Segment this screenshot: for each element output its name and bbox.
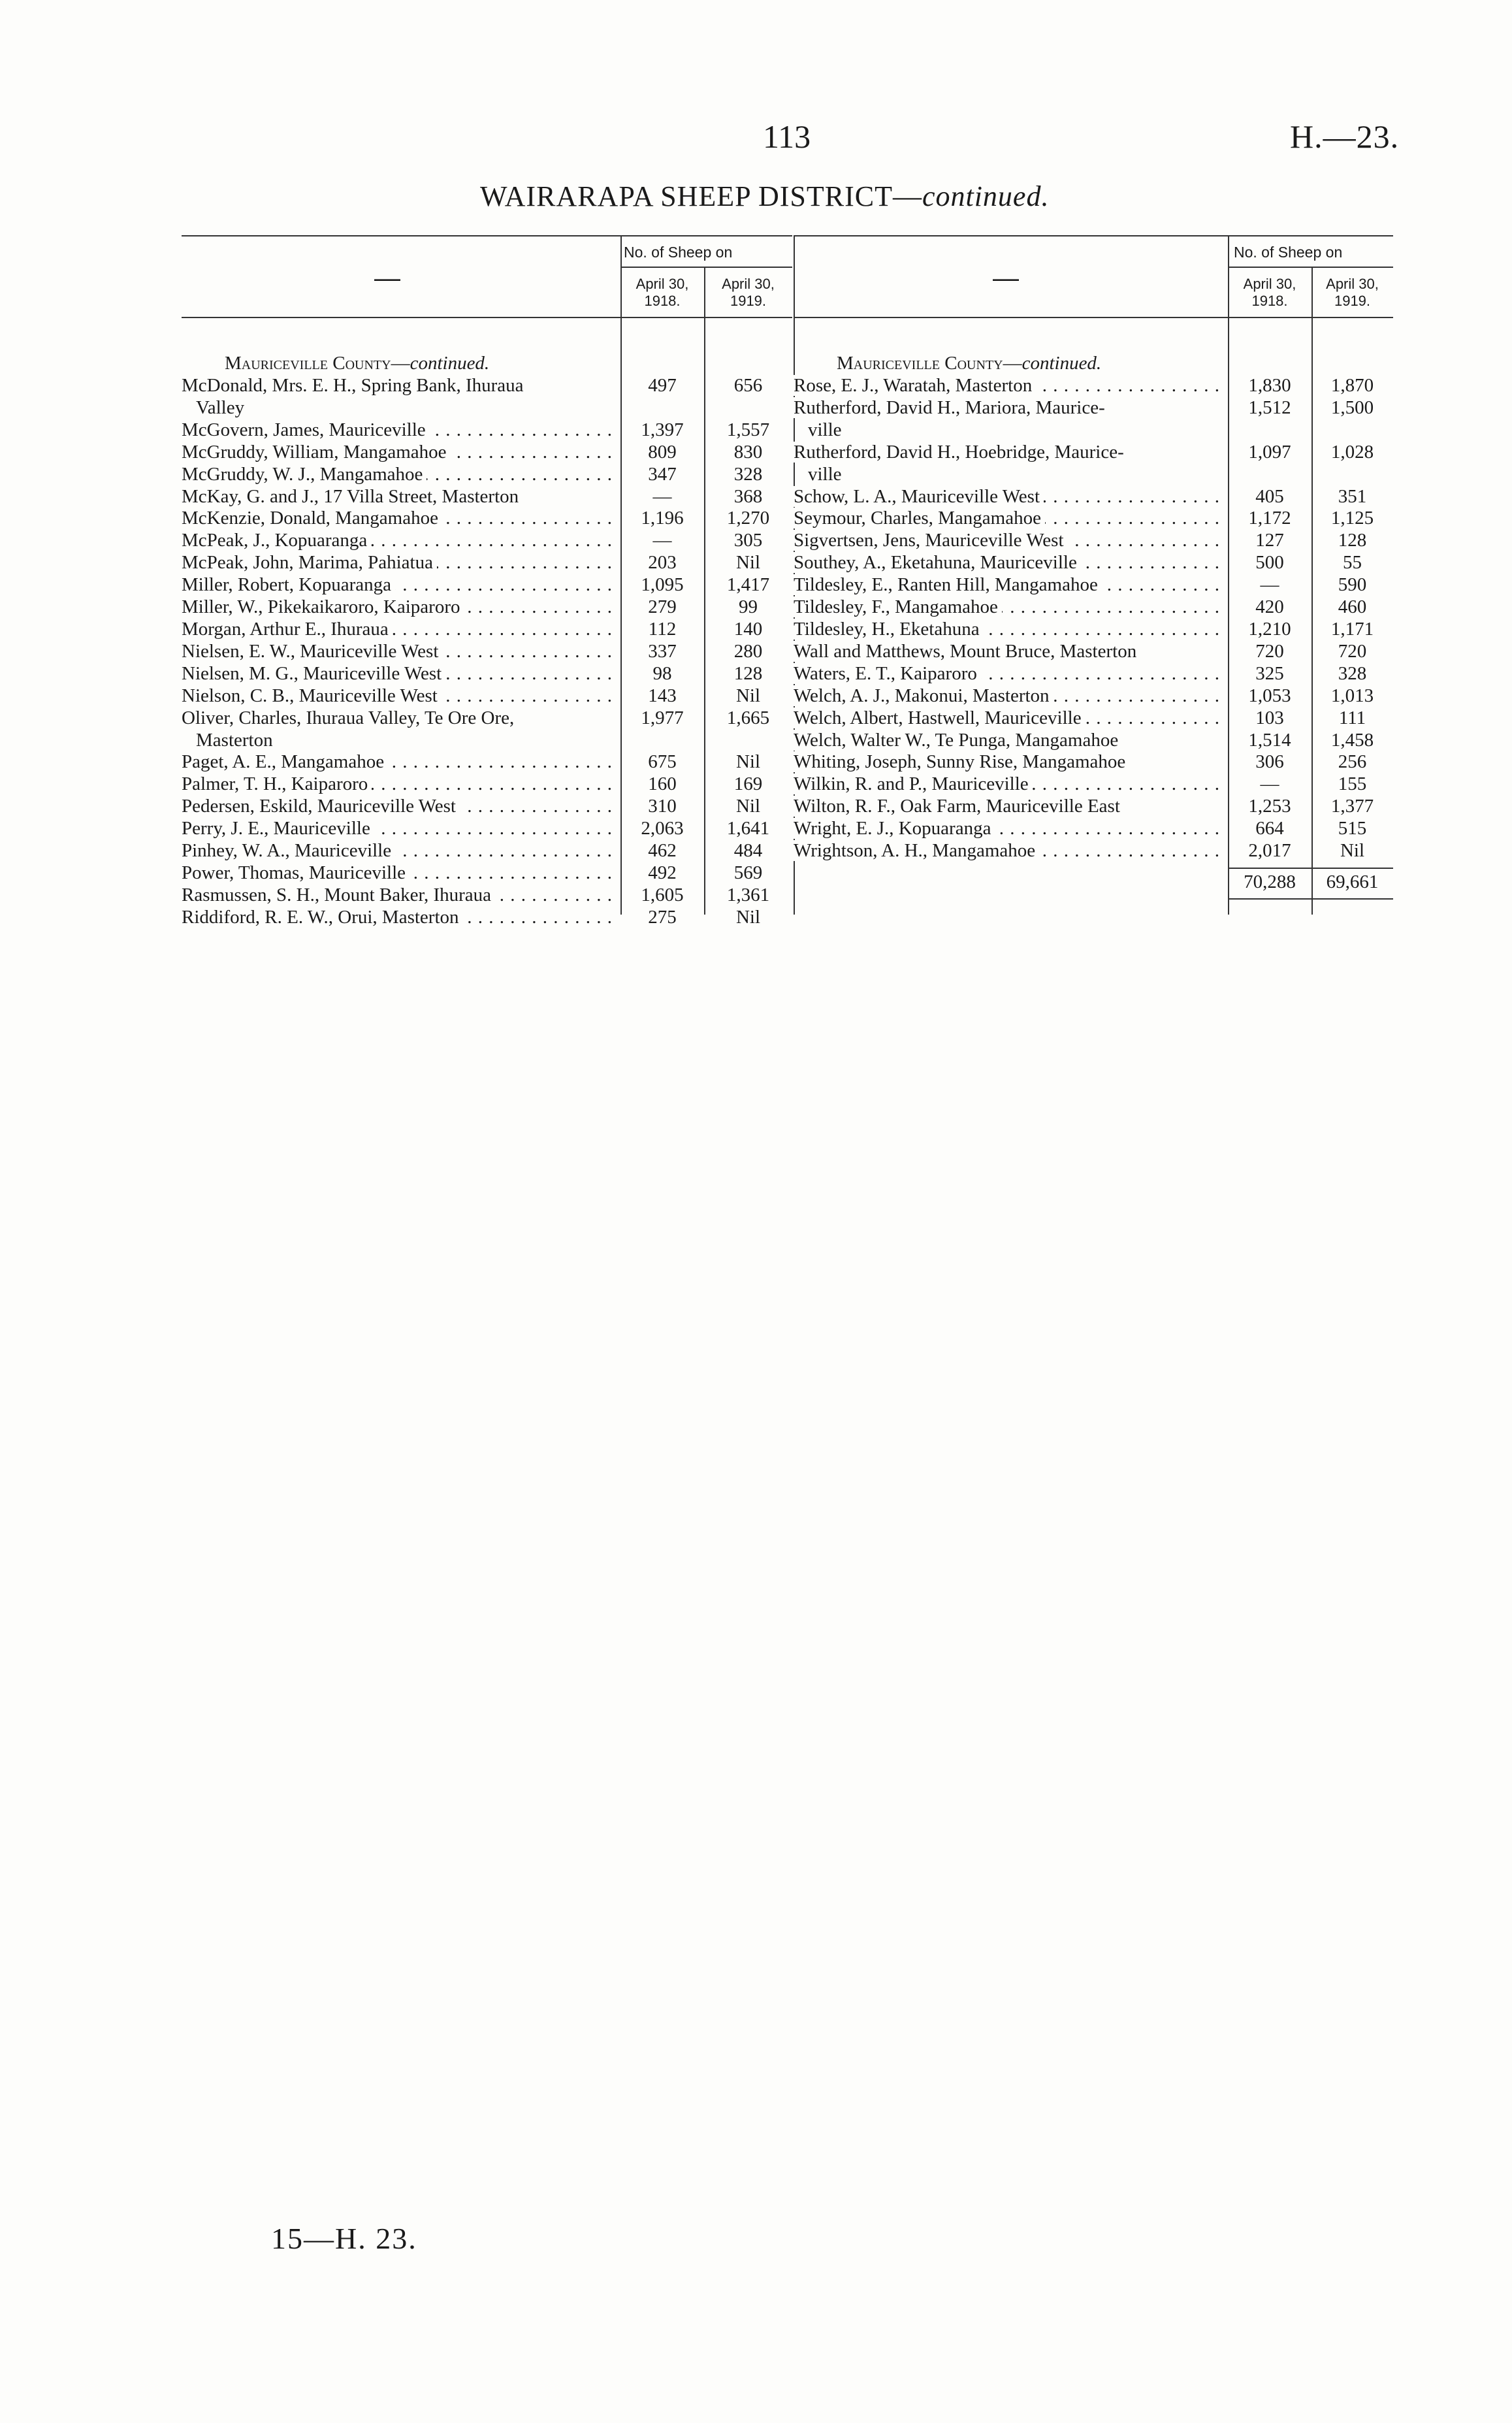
owner-name: McKay, G. and J., 17 Villa Street, Masterton	[182, 486, 620, 508]
sheep-1919: 1,013	[1330, 685, 1374, 706]
header-col-1918: April 30, 1918.	[635, 276, 689, 309]
sheep-1919: 1,417	[726, 574, 770, 596]
sheep-1918: 347	[648, 463, 677, 485]
sheep-1919: Nil	[735, 906, 761, 928]
sheep-1918: 2,017	[1248, 840, 1291, 862]
owner-name: Wrightson, A. H., Mangamahoe . .	[794, 840, 1228, 862]
table-row	[794, 530, 1393, 552]
sheep-1919: 460	[1338, 596, 1367, 618]
sheep-1919: 1,665	[726, 707, 770, 728]
sheep-1919: 1,361	[726, 884, 770, 905]
sheep-1919: 256	[1338, 751, 1367, 773]
table-row	[182, 419, 792, 442]
sheep-1918: —	[652, 530, 672, 551]
sheep-1919: 155	[1338, 773, 1367, 795]
table-row	[182, 663, 792, 685]
table-row	[794, 773, 1393, 796]
sheep-1919: Nil	[1340, 840, 1365, 862]
table-row	[794, 751, 1393, 773]
table-row	[182, 596, 792, 619]
sheep-1919: 328	[733, 463, 763, 485]
sheep-1918: 664	[1255, 818, 1284, 839]
sheep-1919: 1,500	[1330, 397, 1374, 418]
footer-code: 15—H. 23.	[271, 2222, 417, 2255]
table-row	[794, 730, 1393, 752]
owner-name: Waters, E. T., Kaiparoro . .	[794, 663, 1228, 685]
table-body-left	[182, 353, 792, 929]
owner-name: Pinhey, W. A., Mauriceville . .	[182, 840, 620, 862]
total-1918: 70,288	[1244, 871, 1296, 892]
owner-name: Rutherford, David H., Mariora, Maurice- ville	[794, 397, 1228, 442]
table-row	[182, 442, 792, 464]
header-col-1919: April 30, 1919.	[722, 276, 775, 309]
sheep-1919: 305	[733, 530, 763, 551]
owner-name: Welch, Albert, Hastwell, Mauriceville . .	[794, 707, 1228, 730]
sheep-1918: 809	[648, 441, 677, 463]
sheep-1918: 675	[648, 751, 677, 773]
table-row	[794, 641, 1393, 663]
owner-name: Wall and Matthews, Mount Bruce, Masterton	[794, 641, 1228, 663]
owner-name: Southey, A., Eketahuna, Mauriceville . .	[794, 552, 1228, 574]
sheep-1918: —	[1260, 773, 1279, 795]
sheep-1918: 1,095	[641, 574, 684, 596]
sheep-1919: Nil	[735, 751, 761, 773]
sheep-1918: 1,514	[1248, 729, 1291, 751]
owner-name: Rutherford, David H., Hoebridge, Maurice- ville	[794, 442, 1228, 486]
owner-name: McGruddy, William, Mangamahoe . .	[182, 442, 620, 464]
sheep-1918: 1,196	[641, 508, 684, 529]
table-row	[182, 907, 792, 929]
sheep-1918: 720	[1255, 640, 1284, 662]
owner-name: Rasmussen, S. H., Mount Baker, Ihuraua . .	[182, 885, 620, 907]
sheep-1918: 337	[648, 640, 677, 662]
table-row	[182, 508, 792, 530]
sheep-1918: 112	[648, 618, 677, 640]
owner-name: McGruddy, W. J., Mangamahoe . .	[182, 464, 620, 486]
sheep-1918: 160	[648, 773, 677, 795]
table-row	[794, 663, 1393, 685]
table-row	[794, 707, 1393, 730]
owner-name: Morgan, Arthur E., Ihuraua . .	[182, 619, 620, 641]
sheep-1919: 351	[1338, 485, 1367, 507]
sheep-1918: 1,172	[1248, 508, 1291, 529]
table-row	[794, 574, 1393, 596]
owner-name: Miller, Robert, Kopuaranga . .	[182, 574, 620, 596]
header-col-1919: April 30, 1919.	[1326, 276, 1379, 309]
title-continued: continued.	[922, 180, 1050, 212]
owner-name: Nielsen, E. W., Mauriceville West . .	[182, 641, 620, 663]
sheep-1919: 280	[733, 640, 763, 662]
section-heading: Mauriceville County—continued.	[837, 353, 1102, 374]
owner-name: Pedersen, Eskild, Mauriceville West . .	[182, 796, 620, 818]
sheep-1918: —	[1260, 574, 1279, 596]
table-row	[182, 619, 792, 641]
page-number: 113	[763, 118, 811, 155]
header-group: No. of Sheep on	[624, 244, 733, 261]
table-row	[794, 619, 1393, 641]
table-row	[182, 751, 792, 773]
table-row	[182, 885, 792, 907]
owner-name: Tildesley, H., Eketahuna . .	[794, 619, 1228, 641]
sheep-1918: 275	[648, 906, 677, 928]
sheep-1919: 1,125	[1330, 508, 1374, 529]
sheep-1919: 55	[1343, 552, 1362, 574]
table-row	[182, 574, 792, 596]
sheep-1919: 328	[1338, 662, 1367, 684]
table-row	[182, 707, 792, 752]
sheep-1919: 720	[1338, 640, 1367, 662]
sheep-1919: 1,171	[1330, 618, 1374, 640]
header-col-1918: April 30, 1918.	[1243, 276, 1296, 309]
sheep-1918: 497	[648, 375, 677, 396]
sheep-1918: 279	[648, 596, 677, 618]
sheep-1919: 128	[733, 662, 763, 684]
sheep-1918: 462	[648, 840, 677, 862]
sheep-1919: Nil	[735, 685, 761, 706]
table-row	[182, 773, 792, 796]
owner-name: Whiting, Joseph, Sunny Rise, Mangamahoe	[794, 751, 1228, 773]
owner-name: Perry, J. E., Mauriceville . .	[182, 818, 620, 840]
table-row	[794, 508, 1393, 530]
sheep-1919: 656	[733, 375, 763, 396]
sheep-1918: 203	[648, 552, 677, 574]
table-body-right	[794, 353, 1393, 862]
owner-name: Tildesley, E., Ranten Hill, Mangamahoe . .	[794, 574, 1228, 596]
table-row	[182, 530, 792, 552]
table-row	[794, 596, 1393, 619]
table-row	[794, 796, 1393, 818]
sheep-1918: 306	[1255, 751, 1284, 773]
table-row	[182, 818, 792, 840]
sheep-1918: 1,977	[641, 707, 684, 728]
owner-name: Power, Thomas, Mauriceville . .	[182, 862, 620, 885]
table-row	[182, 641, 792, 663]
table-row	[182, 862, 792, 885]
sheep-1918: 143	[648, 685, 677, 706]
sheep-1919: 590	[1338, 574, 1367, 596]
owner-name: McGovern, James, Mauriceville . .	[182, 419, 620, 442]
owner-name: Palmer, T. H., Kaiparoro . .	[182, 773, 620, 796]
sheep-1918: 103	[1255, 707, 1284, 728]
owner-name: Paget, A. E., Mangamahoe . .	[182, 751, 620, 773]
sheep-1919: 140	[733, 618, 763, 640]
owner-name: Schow, L. A., Mauriceville West . .	[794, 486, 1228, 508]
owner-name: Tildesley, F., Mangamahoe . .	[794, 596, 1228, 619]
sheep-1918: 1,512	[1248, 397, 1291, 418]
sheep-1919: 1,377	[1330, 796, 1374, 817]
owner-name: McDonald, Mrs. E. H., Spring Bank, Ihuraua Valley	[182, 375, 620, 419]
total-1919: 69,661	[1326, 871, 1379, 892]
sheep-1919: 515	[1338, 818, 1367, 839]
section-heading: Mauriceville County—continued.	[225, 353, 490, 374]
table-row	[182, 552, 792, 574]
owner-name: Rose, E. J., Waratah, Masterton . .	[794, 375, 1228, 397]
table-row	[182, 464, 792, 486]
sheep-1919: 1,270	[726, 508, 770, 529]
owner-name: Welch, Walter W., Te Punga, Mangamahoe	[794, 730, 1228, 752]
sheep-1918: 1,253	[1248, 796, 1291, 817]
sheep-1918: 492	[648, 862, 677, 883]
sheep-1918: 1,210	[1248, 618, 1291, 640]
sheep-1919: 1,870	[1330, 375, 1374, 396]
sheep-1919: 1,557	[726, 419, 770, 440]
sheep-1918: 1,097	[1248, 441, 1291, 463]
sheep-1919: 368	[733, 485, 763, 507]
sheep-1919: 111	[1338, 707, 1366, 728]
owner-name: Nielsen, M. G., Mauriceville West . .	[182, 663, 620, 685]
sheep-1919: 128	[1338, 530, 1367, 551]
table-row	[794, 818, 1393, 840]
sheep-1918: 310	[648, 796, 677, 817]
owner-name: Wright, E. J., Kopuaranga . .	[794, 818, 1228, 840]
owner-name: Wilton, R. F., Oak Farm, Mauriceville East	[794, 796, 1228, 818]
sheep-1919: 99	[739, 596, 758, 618]
owner-name: McPeak, J., Kopuaranga . .	[182, 530, 620, 552]
header-dash: —	[374, 264, 400, 293]
sheep-1918: 1,053	[1248, 685, 1291, 706]
sheep-1918: 420	[1255, 596, 1284, 618]
table-row	[794, 375, 1393, 397]
sheep-1919: 1,028	[1330, 441, 1374, 463]
sheep-1919: 1,458	[1330, 729, 1374, 751]
sheep-1918: 98	[652, 662, 672, 684]
sheep-1918: 1,605	[641, 884, 684, 905]
table-row	[794, 552, 1393, 574]
rows-left	[182, 375, 792, 929]
table-row	[794, 486, 1393, 508]
sheep-1919: 484	[733, 840, 763, 862]
sheep-1919: 169	[733, 773, 763, 795]
sheep-1918: —	[652, 485, 672, 507]
sheep-1919: Nil	[735, 796, 761, 817]
sheep-1919: 569	[733, 862, 763, 883]
sheep-1918: 127	[1255, 530, 1284, 551]
table-row	[182, 375, 792, 419]
sheep-1918: 405	[1255, 485, 1284, 507]
sheep-1918: 2,063	[641, 818, 684, 839]
owner-name: Seymour, Charles, Mangamahoe . .	[794, 508, 1228, 530]
header-group: No. of Sheep on	[1234, 244, 1343, 261]
owner-name: Miller, W., Pikekaikaroro, Kaiparoro . .	[182, 596, 620, 619]
page-code: H.—23.	[1290, 118, 1400, 155]
owner-name: Welch, A. J., Makonui, Masterton . .	[794, 685, 1228, 707]
sheep-1918: 325	[1255, 662, 1284, 684]
table-row	[794, 442, 1393, 486]
owner-name: McPeak, John, Marima, Pahiatua . .	[182, 552, 620, 574]
table-row	[182, 685, 792, 707]
header-dash: —	[993, 264, 1019, 293]
sheep-1919: 1,641	[726, 818, 770, 839]
owner-name: Sigvertsen, Jens, Mauriceville West . .	[794, 530, 1228, 552]
owner-name: Riddiford, R. E. W., Orui, Masterton . .	[182, 907, 620, 929]
table-row	[182, 840, 792, 862]
table-row	[182, 796, 792, 818]
owner-name: McKenzie, Donald, Mangamahoe . .	[182, 508, 620, 530]
table-row	[794, 685, 1393, 707]
district-title: WAIRARAPA SHEEP DISTRICT—continued.	[480, 180, 1050, 212]
table-row	[794, 397, 1393, 442]
sheep-1919: 830	[733, 441, 763, 463]
sheep-1918: 1,397	[641, 419, 684, 440]
sheep-1919: Nil	[735, 552, 761, 574]
owner-name: Oliver, Charles, Ihuraua Valley, Te Ore Ore, Masterton	[182, 707, 620, 752]
table-row	[182, 486, 792, 508]
table-row	[794, 840, 1393, 862]
owner-name: Wilkin, R. and P., Mauriceville . .	[794, 773, 1228, 796]
sheep-1918: 1,830	[1248, 375, 1291, 396]
rows-right	[794, 375, 1393, 862]
sheep-1918: 500	[1255, 552, 1284, 574]
owner-name: Nielson, C. B., Mauriceville West . .	[182, 685, 620, 707]
